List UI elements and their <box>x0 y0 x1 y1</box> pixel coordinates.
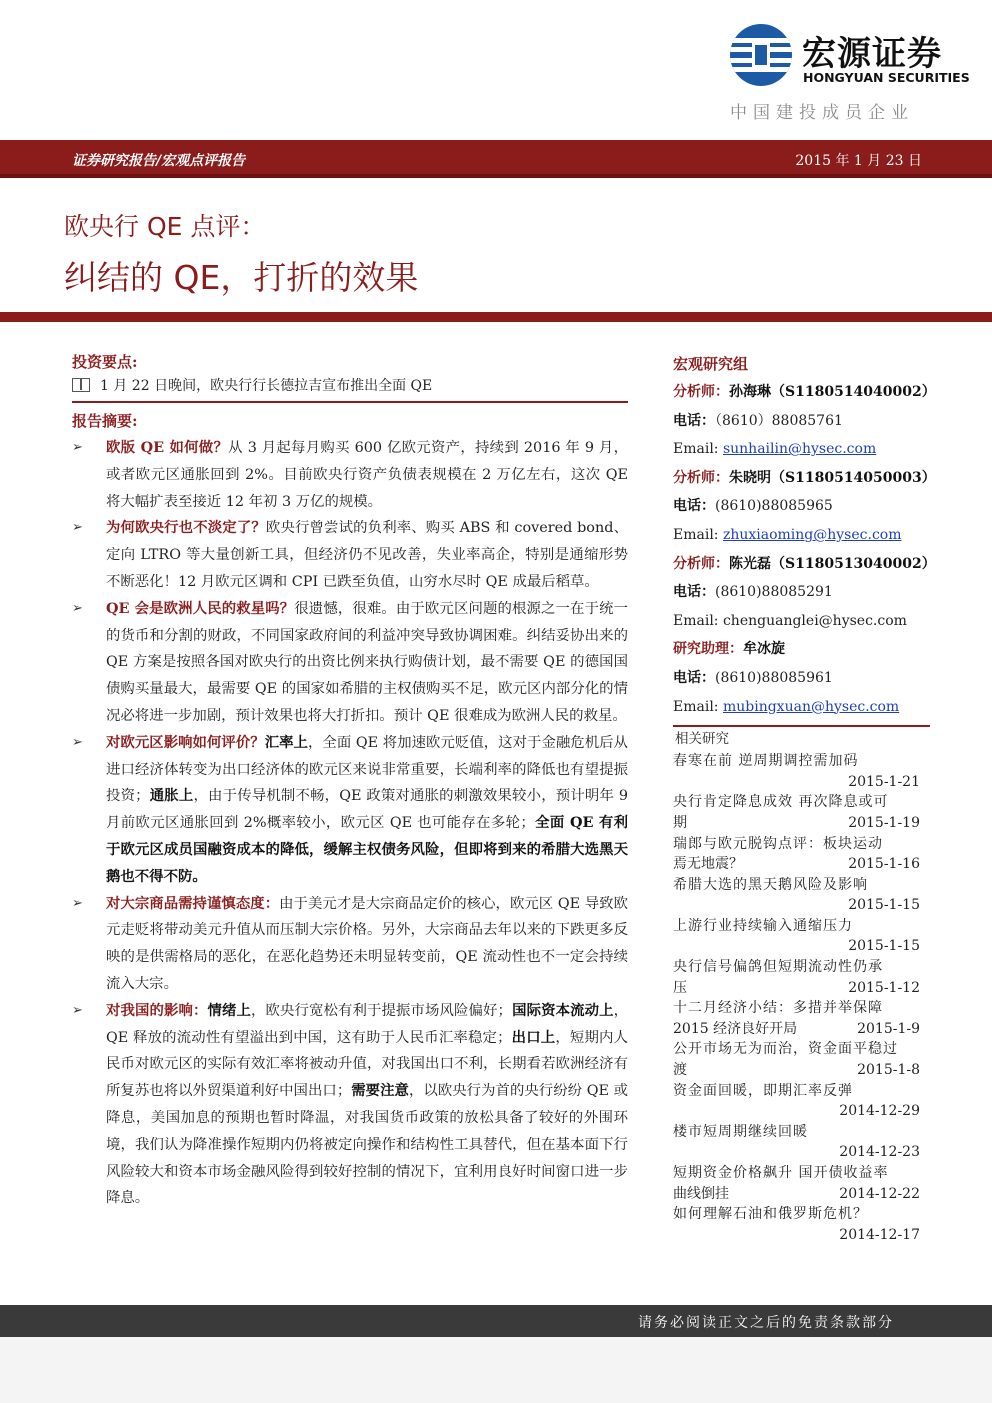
analyst-label: 分析师： <box>673 555 729 572</box>
report-type: 证券研究报告/宏观点评报告 <box>72 153 246 169</box>
related-item[interactable] <box>673 1204 930 1245</box>
hongyuan-logo-icon <box>730 24 792 86</box>
related-item[interactable] <box>673 957 930 998</box>
brand-slogan: 中国建投成员企业 <box>730 103 914 123</box>
summary-item-text: 欧央行曾尝试的负利率、购买 ABS 和 covered bond、定向 LTRO 等大量创新工具，但经济仍不见改善，失业率高企，特别是通缩形势不断恶化！12 月欧元区调和 CPI 已跌至负值，山穷水尽时 QE 成最后稻草。 <box>106 520 628 590</box>
related-item[interactable] <box>673 792 930 833</box>
summary-item-bold: 国际资本流动上 <box>511 1001 614 1019</box>
related-item[interactable] <box>673 916 930 957</box>
analyst-email-link[interactable]: zhuxiaoming@hysec.com <box>722 526 902 543</box>
related-item[interactable] <box>673 875 930 916</box>
related-item[interactable] <box>673 834 930 875</box>
related-title: 瑞郎与欧元脱钩点评：板块运动 <box>673 835 883 852</box>
related-item[interactable] <box>673 1163 930 1204</box>
analyst-block <box>673 464 936 550</box>
book-icon <box>72 378 90 392</box>
email-label: Email: <box>673 698 719 715</box>
footer-bar <box>0 1305 992 1337</box>
related-date: 2015-1-9 <box>857 1020 920 1037</box>
title-divider <box>0 312 992 322</box>
tel-label: 电话： <box>673 498 715 515</box>
main-content <box>72 350 628 1212</box>
key-point-text: 1 月 22 日晚间，欧央行行长德拉吉宣布推出全面 QE <box>100 378 433 394</box>
assistant-email-link[interactable]: mubingxuan@hysec.com <box>722 698 900 715</box>
related-title-cont: 渡 <box>673 1062 687 1079</box>
analyst-email-link[interactable]: sunhailin@hysec.com <box>722 441 877 458</box>
assistant-name: 牟冰旋 <box>743 641 785 658</box>
analyst-tel: (8610)88085291 <box>715 584 833 601</box>
analyst-tel: （8610）88085761 <box>715 412 843 429</box>
tel-label: 电话： <box>673 412 715 429</box>
related-title: 短期资金价格飙升 国开债收益率 <box>673 1165 889 1181</box>
arrow-bullet-icon: ➢ <box>72 895 83 911</box>
email-label: Email: <box>673 441 719 458</box>
related-date: 2015-1-15 <box>848 897 920 914</box>
summary-item-heading: 对大宗商品需持谨慎态度： <box>106 894 280 912</box>
analyst-email: chenguanglei@hysec.com <box>722 612 907 629</box>
arrow-bullet-icon: ➢ <box>72 734 83 750</box>
related-title-cont: 曲线倒挂 <box>673 1185 729 1202</box>
brand-name-en: HONGYUAN SECURITIES <box>803 70 970 85</box>
summary-item-heading: 欧版 QE 如何做？ <box>106 439 229 456</box>
summary-item-bold: 全面 QE 有利于欧元区成员国融资成本的降低，缓解主权债务风险，但即将到来的希腊大选黑天鹅也不得不防。 <box>106 814 629 885</box>
related-title: 春寒在前 逆周期调控需加码 <box>673 753 859 770</box>
related-title: 资金面回暖，即期汇率反弹 <box>673 1082 853 1099</box>
related-date: 2015-1-15 <box>848 938 920 955</box>
key-points-heading: 投资要点: <box>72 353 138 371</box>
key-point <box>72 374 628 403</box>
related-item[interactable] <box>673 1039 930 1080</box>
summary-item-bold: 情绪上 <box>207 1001 252 1019</box>
related-title: 公开市场无为而治，资金面平稳过 <box>673 1041 898 1058</box>
summary-item-text: 很遗憾，很难。由于欧元区问题的根源之一在于统一的货币和分割的财政，不同国家政府间的利益冲突导致协调困难。纠结妥协出来的 QE 方案是按照各国对欧央行的出资比例来执行购债计划，最不需要 QE 的德国国债购买量最大，最需要 QE 的国家如希腊的主权债购买不足，欧元区内部分化的情况必将进一步加剧，预计效果也将大打折扣。预计 QE 很难成为欧洲人民的救星。 <box>106 600 628 724</box>
related-date: 2014-12-17 <box>839 1226 920 1243</box>
related-title: 上游行业持续输入通缩压力 <box>673 917 853 934</box>
summary-item <box>72 891 628 998</box>
summary-item-heading: 对欧元区影响如何评价？ <box>106 733 265 751</box>
related-item[interactable] <box>673 751 930 792</box>
related-title: 央行信号偏鸽但短期流动性仍承 <box>673 959 883 976</box>
related-title-cont: 2015 经济良好开局 <box>673 1020 798 1037</box>
related-title: 楼市短周期继续回暖 <box>673 1123 808 1140</box>
summary-item <box>72 730 628 891</box>
related-item[interactable] <box>673 998 930 1039</box>
analyst-name: 朱晓明（S1180514050003） <box>729 469 936 486</box>
arrow-bullet-icon: ➢ <box>72 440 83 455</box>
tel-label: 电话： <box>673 584 715 601</box>
related-research-heading: 相关研究 <box>673 725 930 751</box>
summary-item-text: 从 3 月起每月购买 600 亿欧元资产，持续到 2016 年 9 月，或者欧元区通胀回到 2%。目前欧央行资产负债表规模在 2 万亿左右，这次 QE 将大幅扩表至接近 12 年初 3 万亿的规模。 <box>106 440 628 510</box>
summary-item-bold: 通胀上 <box>149 787 194 805</box>
assistant-label: 研究助理： <box>673 641 743 658</box>
summary-item-text: ，欧央行宽松有利于提振市场风险偏好； <box>251 1002 512 1019</box>
brand-name-cn: 宏源证券 <box>802 34 942 74</box>
sidebar <box>673 350 936 1245</box>
arrow-bullet-icon: ➢ <box>72 600 83 616</box>
related-item[interactable] <box>673 1122 930 1163</box>
summary-item-text: ，QE 释放的流动性有望溢出到中国，这有助于人民币汇率稳定； <box>106 1002 628 1046</box>
summary-item-text: 由于美元才是大宗商品定价的核心，欧元区 QE 导致欧元走贬将带动美元升值从而压制大宗价格。另外，大宗商品去年以来的下跌更多反映的是供需格局的恶化，在恶化趋势还未明显转变前，QE 流动性也不一定会持续流入大宗。 <box>106 895 628 992</box>
email-label: Email: <box>673 526 719 543</box>
disclaimer-notice: 请务必阅读正文之后的免责条款部分 <box>638 1315 894 1331</box>
arrow-bullet-icon: ➢ <box>72 1002 83 1018</box>
summary-item-heading: 为何欧央行也不淡定了？ <box>106 519 266 537</box>
summary-item-text: ，全面 QE 将加速欧元贬值，这对于金融危机后从进口经济体转变为出口经济体的欧元区来说非常重要，长端利率的降低也有望提振投资； <box>106 734 628 805</box>
summary-item-heading: QE 会是欧洲人民的救星吗？ <box>106 599 295 617</box>
analyst-label: 分析师： <box>673 384 729 400</box>
related-date: 2015-1-21 <box>848 773 920 790</box>
assistant-tel: (8610)88085961 <box>715 669 833 686</box>
summary-item-bold: 出口上 <box>511 1028 556 1046</box>
related-date: 2014-12-23 <box>839 1144 920 1161</box>
related-research-list <box>673 751 930 1245</box>
summary-item <box>72 515 628 595</box>
email-label: Email: <box>673 612 719 629</box>
analyst-block <box>673 635 930 721</box>
related-item[interactable] <box>673 1081 930 1122</box>
arrow-bullet-icon: ➢ <box>72 520 83 536</box>
related-date: 2015-1-19 <box>848 814 920 831</box>
summary-item-text: ，由于传导机制不畅，QE 政策对通胀的刺激效果较小，预计明年 9 月前欧元区通胀回到 2%概率较小，欧元区 QE 也可能存在多轮； <box>106 788 628 832</box>
research-group: 宏观研究组 <box>673 355 749 373</box>
report-title-line2: 纠结的 QE，打折的效果 <box>64 258 419 297</box>
analyst-name: 陈光磊（S1180513040002） <box>729 555 936 572</box>
analyst-tel: (8610)88085965 <box>715 498 833 515</box>
related-date: 2015-1-8 <box>857 1062 920 1079</box>
summary-item <box>72 998 628 1212</box>
related-title: 央行肯定降息成效 再次降息或可 <box>673 794 889 811</box>
summary-item-bold: 汇率上 <box>264 733 308 751</box>
analyst-label: 分析师： <box>673 469 729 486</box>
summary-item-bold: 需要注意 <box>351 1082 409 1100</box>
page-bottom-area <box>0 1337 992 1403</box>
related-title-cont: 压 <box>673 979 687 996</box>
related-title: 十二月经济小结：多措并举保障 <box>673 1000 883 1017</box>
related-date: 2014-12-29 <box>839 1103 920 1120</box>
analyst-block <box>673 550 936 636</box>
report-date: 2015 年 1 月 23 日 <box>795 153 922 169</box>
related-title: 如何理解石油和俄罗斯危机？ <box>673 1206 868 1223</box>
analyst-block <box>673 378 936 464</box>
summary-list <box>72 435 628 1212</box>
related-title-cont: 期 <box>673 814 687 831</box>
report-header-bar <box>0 140 992 178</box>
summary-item-text: ，短期内人民币对欧元区的实际有效汇率将被动升值，对我国出口不利，长期看若欧洲经济有所复苏也将以外贸渠道利好中国出口； <box>106 1029 628 1100</box>
related-date: 2015-1-12 <box>848 979 920 996</box>
summary-item <box>72 596 628 730</box>
summary-item-heading: 对我国的影响： <box>106 1001 208 1019</box>
summary-heading: 报告摘要: <box>72 412 138 430</box>
related-date: 2014-12-22 <box>839 1185 920 1202</box>
related-title-cont: 焉无地震？ <box>673 856 743 873</box>
report-title-line1: 欧央行 QE 点评： <box>64 212 266 241</box>
tel-label: 电话： <box>673 669 715 686</box>
summary-item <box>72 435 628 515</box>
analyst-name: 孙海琳（S1180514040002） <box>729 384 936 400</box>
related-title: 希腊大选的黑天鹅风险及影响 <box>673 876 868 893</box>
summary-item-text: ，以欧央行为首的央行纷纷 QE 或降息，美国加息的预期也暂时降温，对我国货币政策的放松具备了较好的外围环境，我们认为降准操作短期内仍将被定向操作和结构性工具替代，但在基本面下行风险较大和资本市场金融风险得到较好控制的情况下，宜利用良好时间窗口进一步降息。 <box>106 1083 628 1207</box>
related-date: 2015-1-16 <box>848 856 920 873</box>
